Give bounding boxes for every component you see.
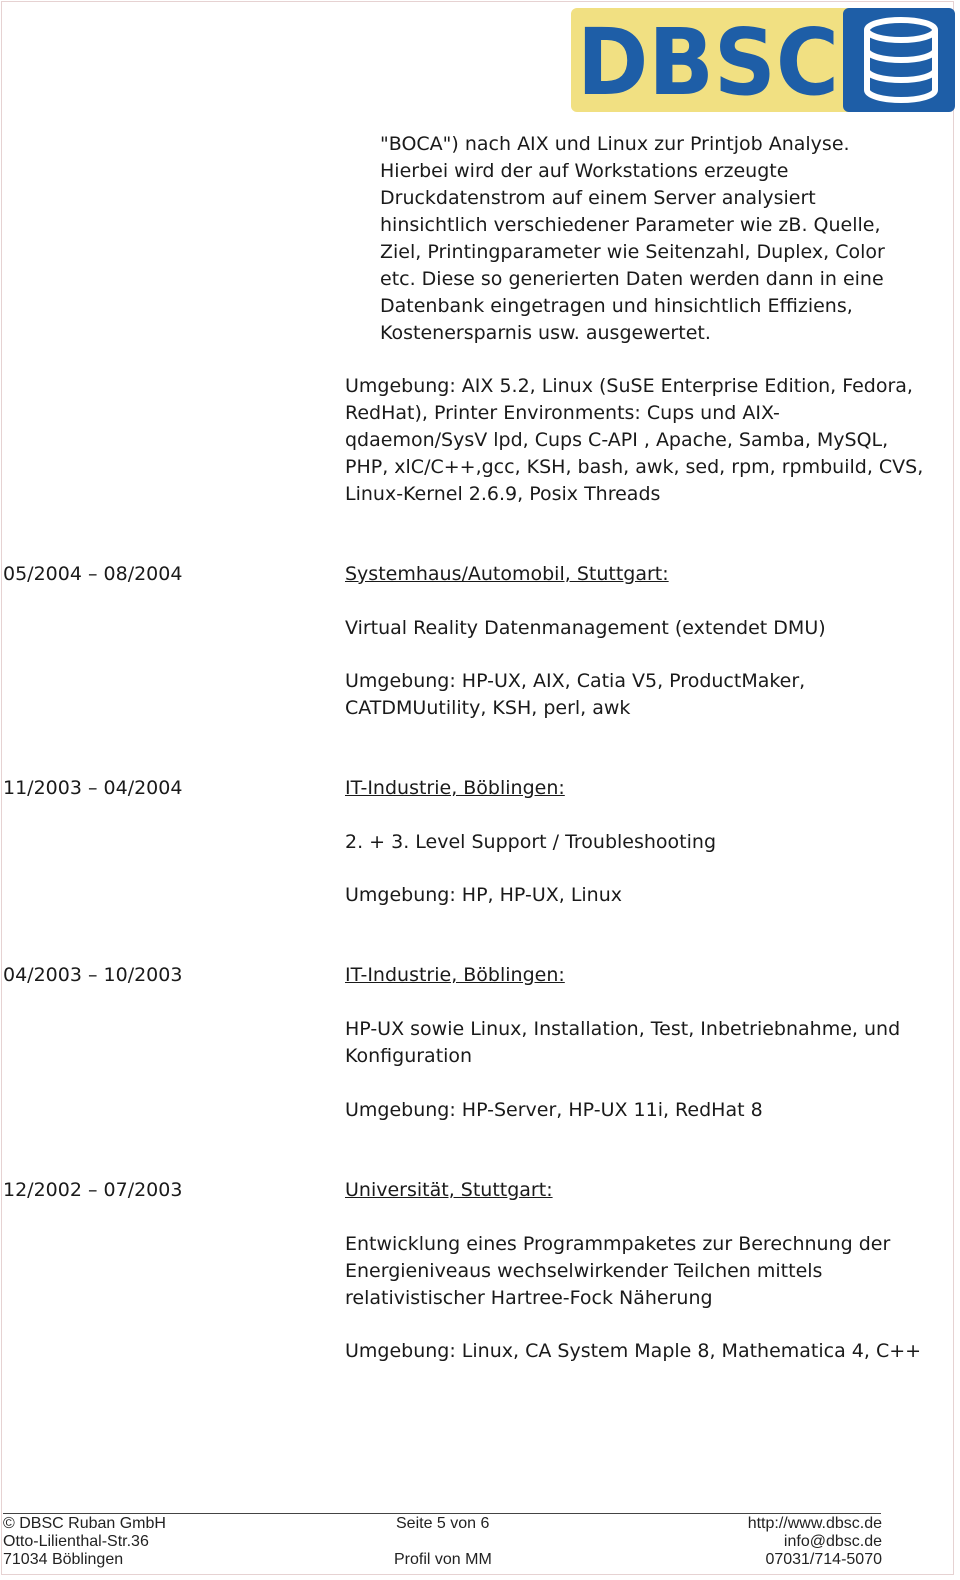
project-description: Energieniveaus wechselwirkender Teilchen mittels <box>345 1260 823 1282</box>
intro-line: Ziel, Printingparameter wie Seitenzahl, Duplex, Color <box>380 241 885 263</box>
dbsc-logo <box>571 8 955 112</box>
project-description: HP-UX sowie Linux, Installation, Test, Inbetriebnahme, und <box>345 1018 901 1040</box>
intro-env-line: qdaemon/SysV lpd, Cups C-API , Apache, Samba, MySQL, <box>345 429 889 451</box>
footer-email-link[interactable]: info@dbsc.de <box>783 1533 882 1550</box>
footer-phone: 07031/714-5070 <box>765 1551 882 1568</box>
project-date: 05/2004 – 08/2004 <box>3 563 183 585</box>
project-description: Konfiguration <box>345 1045 473 1067</box>
project-environment: Umgebung: HP, HP-UX, Linux <box>345 884 623 906</box>
intro-env-line: RedHat), Printer Environments: Cups und AIX- <box>345 402 780 424</box>
intro-line: etc. Diese so generierten Daten werden dann in eine <box>380 268 884 290</box>
footer-street: Otto-Lilienthal-Str.36 <box>3 1533 149 1550</box>
intro-env-line: Umgebung: AIX 5.2, Linux (SuSE Enterprise Edition, Fedora, <box>345 375 913 397</box>
project-client: IT-Industrie, Böblingen: <box>345 777 565 799</box>
intro-line: hinsichtlich verschiedener Parameter wie zB. Quelle, <box>380 214 881 236</box>
project-description: relativistischer Hartree-Fock Näherung <box>345 1287 713 1309</box>
project-client: IT-Industrie, Böblingen: <box>345 964 565 986</box>
project-client: Systemhaus/Automobil, Stuttgart: <box>345 563 669 585</box>
project-client: Universität, Stuttgart: <box>345 1179 553 1201</box>
project-date: 12/2002 – 07/2003 <box>3 1179 183 1201</box>
project-environment: Umgebung: HP-Server, HP-UX 11i, RedHat 8 <box>345 1099 763 1121</box>
intro-env-line: Linux-Kernel 2.6.9, Posix Threads <box>345 483 661 505</box>
footer-page-number: Seite 5 von 6 <box>396 1515 490 1532</box>
footer-city: 71034 Böblingen <box>3 1551 124 1568</box>
footer-website-link[interactable]: http://www.dbsc.de <box>747 1515 882 1532</box>
project-date: 11/2003 – 04/2004 <box>3 777 183 799</box>
footer-company: © DBSC Ruban GmbH <box>3 1515 166 1532</box>
intro-env-line: PHP, xlC/C++,gcc, KSH, bash, awk, sed, rpm, rpmbuild, CVS, <box>345 456 924 478</box>
project-date: 04/2003 – 10/2003 <box>3 964 183 986</box>
project-description: 2. + 3. Level Support / Troubleshooting <box>345 831 717 853</box>
intro-line: Druckdatenstrom auf einem Server analysiert <box>380 187 816 209</box>
intro-line: Hierbei wird der auf Workstations erzeugte <box>380 160 789 182</box>
project-environment: Umgebung: Linux, CA System Maple 8, Mathematica 4, C++ <box>345 1340 922 1362</box>
intro-line: "BOCA") nach AIX und Linux zur Printjob Analyse. <box>380 133 850 155</box>
logo-text: DBSC <box>577 9 839 112</box>
footer-divider <box>3 1513 881 1514</box>
intro-line: Datenbank eingetragen und hinsichtlich Effiziens, <box>380 295 853 317</box>
project-environment: Umgebung: HP-UX, AIX, Catia V5, ProductMaker, <box>345 670 806 692</box>
intro-line: Kostenersparnis usw. ausgewertet. <box>380 322 711 344</box>
project-description: Entwicklung eines Programmpaketes zur Berechnung der <box>345 1233 891 1255</box>
project-environment: CATDMUutility, KSH, perl, awk <box>345 697 631 719</box>
project-description: Virtual Reality Datenmanagement (extendet DMU) <box>345 617 826 639</box>
footer-profile: Profil von MM <box>394 1551 492 1568</box>
